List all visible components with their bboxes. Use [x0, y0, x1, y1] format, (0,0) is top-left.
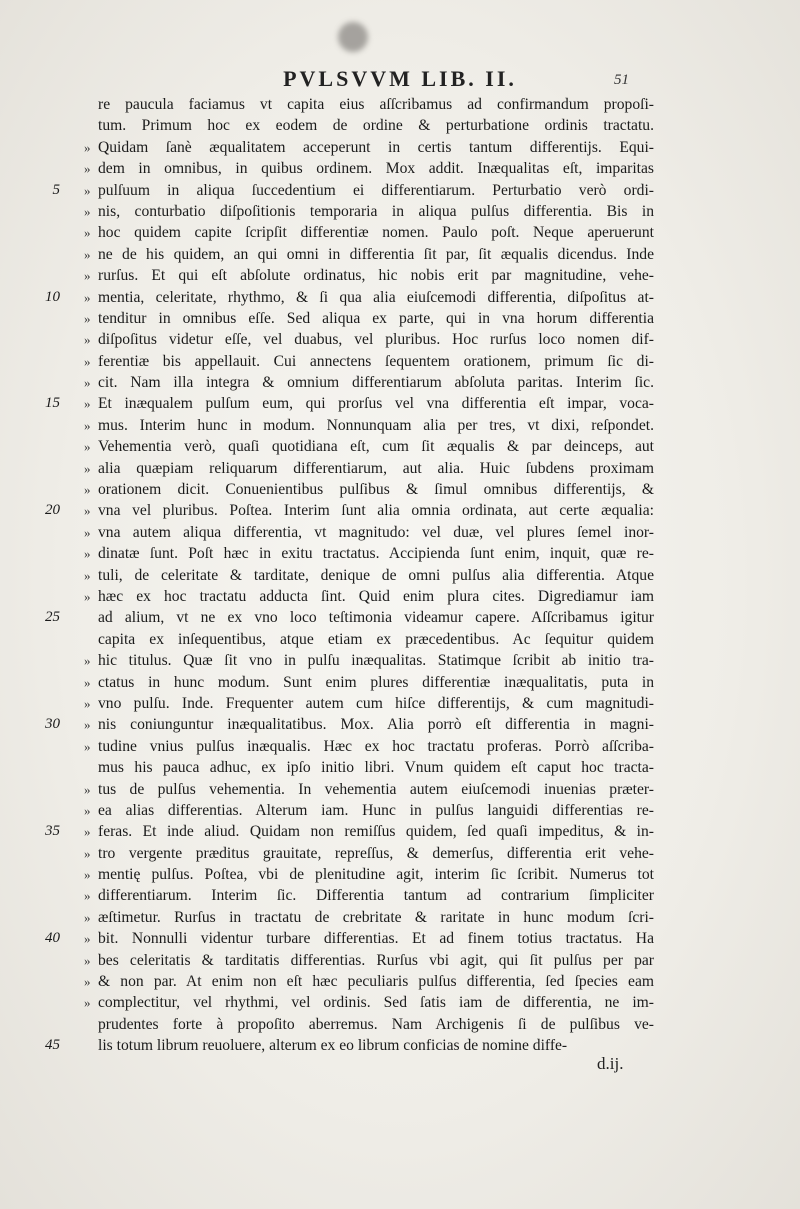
- text-line: [84, 779, 656, 800]
- text-line: [84, 629, 656, 650]
- line-text: rurſus. Et qui eſt abſolute ordinatus, hic nobis erit par magnitudine, vehe-: [98, 267, 654, 285]
- quote-mark: »: [84, 802, 91, 818]
- line-text: re paucula faciamus vt capita eius aſſcribamus ad confirmandum propoſi-: [98, 96, 654, 113]
- line-number: 5: [52, 181, 60, 198]
- quote-mark: »: [84, 909, 91, 925]
- quote-mark: »: [84, 738, 91, 754]
- line-text: bes celeritatis & tarditatis differentias. Rurſus vbi agit, qui ſit pulſus per par: [98, 951, 654, 969]
- line-text: nis coniunguntur inæqualitatibus. Mox. Alia porrò eſt differentia in magni-: [98, 716, 654, 734]
- line-text: cit. Nam illa integra & omnium differentiarum abſoluta paritas. Interim ſic.: [98, 374, 654, 392]
- line-text: tum. Primum hoc ex eodem de ordine & perturbatione ordinis tractatu.: [98, 117, 654, 135]
- line-text: nis, conturbatio diſpoſitionis temporaria in aliqua pulſus differentia. Bis in: [98, 202, 654, 220]
- text-line: [45, 714, 656, 735]
- quote-mark: »: [84, 824, 91, 840]
- line-text: hic titulus. Quæ ſit vno in pulſu inæqualitas. Statimque ſcribit ab initio tra-: [98, 652, 654, 670]
- ink-smudge: [338, 22, 368, 52]
- quote-mark: »: [84, 845, 91, 861]
- text-line: [84, 351, 656, 372]
- line-number: 40: [45, 930, 60, 947]
- line-text: dinatæ ſunt. Poſt hæc in exitu tractatus. Accipienda ſunt enim, inquit, quæ re-: [98, 545, 654, 563]
- quote-mark: »: [84, 974, 91, 990]
- line-text: mus his pauca adhuc, ex ipſo initio libri. Vnum quidem eſt caput hoc tracta-: [98, 759, 654, 777]
- quote-mark: »: [84, 588, 91, 604]
- quote-mark: »: [84, 375, 91, 391]
- quote-mark: »: [84, 524, 91, 540]
- text-line: [84, 415, 656, 436]
- text-line: [84, 436, 656, 457]
- text-line: [84, 94, 656, 115]
- quote-mark: »: [84, 161, 91, 177]
- line-text: ne de his quidem, an qui omni in differentia ſit par, ſit æqualis dicendus. Inde: [98, 245, 654, 263]
- text-line: [84, 479, 656, 500]
- quote-mark: »: [84, 653, 91, 669]
- text-line: [84, 265, 656, 286]
- line-text: mus. Interim hunc in modum. Nonnunquam alia per tres, vt dixi, reſpondet.: [98, 416, 654, 434]
- quote-mark: »: [84, 888, 91, 904]
- quote-mark: »: [84, 289, 91, 305]
- text-line: [45, 928, 656, 949]
- quote-mark: »: [84, 310, 91, 326]
- text-line: [52, 180, 656, 201]
- line-number: 30: [45, 716, 60, 733]
- page-number: 51: [614, 72, 629, 88]
- text-line: [84, 650, 656, 671]
- text-line: [84, 308, 656, 329]
- quote-mark: »: [84, 931, 91, 947]
- text-line: [84, 800, 656, 821]
- quote-mark: »: [84, 567, 91, 583]
- line-text: capita ex inſequentibus, atque etiam ex præcedentibus. Ac ſequitur quidem: [98, 630, 654, 648]
- line-number: 10: [45, 288, 60, 305]
- quote-mark: »: [84, 139, 91, 155]
- line-text: & non par. At enim non eſt hæc peculiaris pulſus differentia, ſed ſpecies eam: [98, 973, 654, 991]
- text-line: [84, 586, 656, 607]
- text-line: [84, 693, 656, 714]
- quote-mark: »: [84, 482, 91, 498]
- signature-mark: d.ij.: [597, 1054, 624, 1073]
- text-line: [84, 329, 656, 350]
- line-text: Quidam ſanè æqualitatem acceperunt in certis tantum differentijs. Equi-: [98, 138, 654, 156]
- quote-mark: »: [84, 332, 91, 348]
- text-line: [84, 907, 656, 928]
- quote-mark: »: [84, 695, 91, 711]
- quote-mark: »: [84, 203, 91, 219]
- line-text: mentia, celeritate, rhythmo, & ſi qua alia eiuſcemodi differentia, diſpoſitus at-: [98, 288, 654, 306]
- text-line: [84, 201, 656, 222]
- text-line: [84, 158, 656, 179]
- text-line: [84, 672, 656, 693]
- text-line: [45, 607, 656, 628]
- line-text: diſpoſitus videtur eſſe, vel duabus, vel pluribus. Hoc rurſus loco nomen dif-: [98, 331, 654, 349]
- text-line: [84, 1014, 656, 1035]
- text-line: [84, 843, 656, 864]
- text-line: [84, 137, 656, 158]
- running-head: PVLSVVM LIB. II.: [283, 66, 517, 91]
- quote-mark: »: [84, 182, 91, 198]
- text-line: [84, 950, 656, 971]
- line-text: hæc ex hoc tractatu adducta ſint. Quid enim plura cites. Digrediamur iam: [98, 587, 654, 605]
- line-text: complectitur, vel rhythmi, vel ordinis. Sed ſatis iam de differentia, ne im-: [98, 994, 654, 1012]
- line-text: prudentes forte à propoſito aberremus. Nam Archigenis ſi de pulſibus ve-: [98, 1015, 654, 1033]
- line-text: lis totum librum reuoluere, alterum ex eo librum conficias de nomine diffe-: [98, 1037, 568, 1055]
- line-text: æſtimetur. Rurſus in tractatu de crebritate & raritate in hunc modum ſcri-: [98, 908, 654, 926]
- line-text: Vehementia verò, quaſi quotidiana eſt, cum ſit æqualis & par deinceps, aut: [98, 438, 654, 456]
- line-text: pulſuum in aliqua ſuccedentium ei differentiarum. Perturbatio verò ordi-: [98, 181, 654, 199]
- quote-mark: »: [84, 952, 91, 968]
- line-number: 45: [45, 1037, 60, 1054]
- quote-mark: »: [84, 781, 91, 797]
- text-line: [84, 971, 656, 992]
- quote-mark: »: [84, 546, 91, 562]
- quote-mark: »: [84, 246, 91, 262]
- text-line: [84, 458, 656, 479]
- quote-mark: »: [84, 396, 91, 412]
- text-line: [84, 736, 656, 757]
- line-text: bit. Nonnulli videntur turbare differentias. Et ad finem totius tractatus. Ha: [98, 930, 654, 948]
- quote-mark: »: [84, 674, 91, 690]
- line-text: tro vergente præditus grauitate, repreſſus, & demerſus, differentia erit vehe-: [98, 844, 654, 862]
- line-text: hoc quidem capite ſcripſit differentiæ nomen. Paulo poſt. Neque aperuerunt: [98, 224, 654, 242]
- text-line: [84, 885, 656, 906]
- line-text: differentiarum. Interim ſic. Differentia tantum ad contrarium ſimpliciter: [98, 887, 654, 905]
- line-number: 35: [45, 823, 60, 840]
- text-line: [84, 115, 656, 136]
- line-number: 25: [45, 609, 60, 626]
- line-text: dem in omnibus, in quibus ordinem. Mox addit. Inæqualitas eſt, imparitas: [98, 160, 654, 178]
- quote-mark: »: [84, 867, 91, 883]
- line-text: ad alium, vt ne ex vno loco teſtimonia videamur capere. Aſſcribamus igitur: [98, 609, 654, 627]
- text-line: [84, 864, 656, 885]
- text-line: [84, 372, 656, 393]
- quote-mark: »: [84, 460, 91, 476]
- line-number: 20: [45, 502, 60, 519]
- quote-mark: »: [84, 439, 91, 455]
- line-text: mentię pulſus. Poſtea, vbi de plenitudine agit, interim ſic ſcribit. Numerus tot: [98, 866, 654, 884]
- text-line: [84, 757, 656, 778]
- text-line: [45, 500, 656, 521]
- line-text: ctatus in hunc modum. Sunt enim plures differentiæ inæqualitatis, puta in: [98, 673, 654, 691]
- line-text: tuli, de celeritate & tarditate, denique de omni pulſus alia differentia. Atque: [98, 566, 654, 584]
- quote-mark: »: [84, 503, 91, 519]
- line-text: Et inæqualem pulſum eum, qui prorſus vel vna differentia eſt impar, voca-: [98, 395, 654, 413]
- line-text: ferentiæ bis appellauit. Cui annectens ſequentem orationem, primum ſic di-: [98, 352, 654, 370]
- line-text: orationem dicit. Conuenientibus pulſibus & ſimul omnibus differentijs, &: [98, 481, 654, 499]
- line-text: tudine vnius pulſus inæqualis. Hæc ex hoc tractatu proferas. Porrò aſſcriba-: [98, 737, 654, 755]
- text-line: [84, 992, 656, 1013]
- line-text: ea alias differentias. Alterum iam. Hunc in pulſus languidi differentias re-: [98, 801, 654, 819]
- line-text: tenditur in omnibus eſſe. Sed aliqua ex parte, qui in vna horum differentia: [98, 309, 654, 327]
- text-line: [84, 565, 656, 586]
- text-line: [45, 821, 656, 842]
- line-text: tus de pulſus vehementia. In vehementia autem eiuſcemodi inuenias præter-: [98, 780, 654, 798]
- text-line: [45, 393, 656, 414]
- quote-mark: »: [84, 353, 91, 369]
- line-text: feras. Et inde aliud. Quidam non remiſſus quidem, ſed quaſi impeditus, & in-: [98, 823, 654, 841]
- main-text-block: [45, 94, 656, 1057]
- text-line: [45, 1035, 656, 1056]
- quote-mark: »: [84, 417, 91, 433]
- line-number: 15: [45, 395, 60, 412]
- line-text: vno pulſu. Inde. Frequenter autem cum hiſce differentijs, & cum magnitudi-: [98, 694, 654, 712]
- quote-mark: »: [84, 268, 91, 284]
- text-line: [45, 287, 656, 308]
- text-line: [84, 222, 656, 243]
- text-line: [84, 543, 656, 564]
- quote-mark: »: [84, 225, 91, 241]
- text-line: [84, 244, 656, 265]
- line-text: vna vel pluribus. Poſtea. Interim ſunt alia omnia ordinata, aut certe æqualia:: [98, 502, 654, 520]
- text-line: [84, 522, 656, 543]
- quote-mark: »: [84, 717, 91, 733]
- quote-mark: »: [84, 995, 91, 1011]
- line-text: alia quæpiam reliquarum differentiarum, aut alia. Huic ſubdens proximam: [98, 459, 654, 477]
- line-text: vna autem aliqua differentia, vt magnitudo: vel duæ, vel plures ſemel inor-: [98, 523, 654, 541]
